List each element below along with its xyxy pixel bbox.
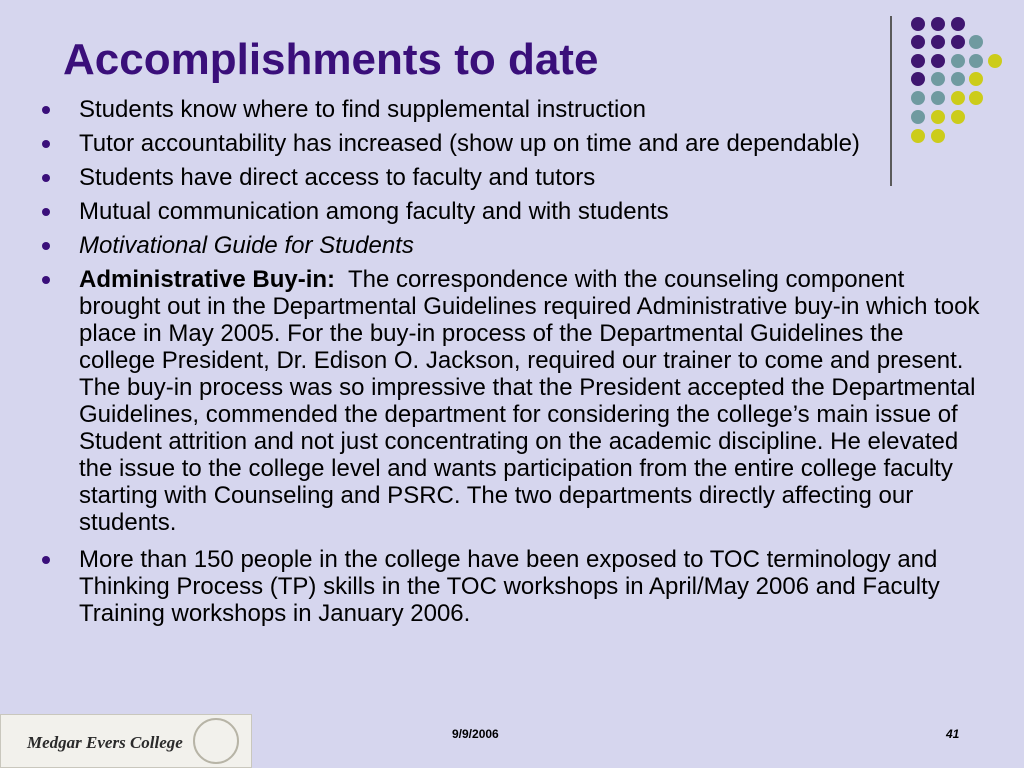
list-item: [40, 232, 980, 259]
bullet-text: Motivational Guide for Students: [79, 232, 414, 259]
decorative-dot: [911, 54, 925, 68]
footer-date: 9/9/2006: [452, 727, 499, 741]
bullet-icon: [42, 174, 50, 182]
bullet-text: Mutual communication among faculty and with students: [79, 198, 669, 225]
bullet-text: Tutor accountability has increased (show up on time and are dependable): [79, 130, 860, 157]
seal-icon: [193, 718, 239, 764]
bullet-list: [40, 96, 980, 637]
decorative-dot: [951, 17, 965, 31]
list-item: [40, 96, 980, 123]
decorative-dot: [951, 72, 965, 86]
decorative-dot: [969, 72, 983, 86]
list-item: [40, 546, 980, 627]
bullet-icon: [42, 106, 50, 114]
list-item: [40, 266, 980, 536]
bullet-icon: [42, 208, 50, 216]
logo-text: Medgar Evers College: [27, 733, 183, 752]
bullet-text: More than 150 people in the college have been exposed to TOC terminology and Thinking Process (TP) skills in the TOC workshops in April/May 2006 and Faculty Training workshops in January 2006.: [79, 546, 940, 627]
decorative-dot: [931, 72, 945, 86]
decorative-dot: [969, 54, 983, 68]
bullet-text: The correspondence with the counseling component brought out in the Departmental Guidelines required Administrative buy-in which took place in May 2005. For the buy-in process of the Departmental Guidelines the college President, Dr. Edison O. Jackson, required our trainer to come and present. The buy-in process was so impressive that the President accepted the Departmental Guidelines, commended the department for considering the college’s main issue of Student attrition and not just concentrating on the academic discipline. He elevated the issue to the college level and wants participation from the entire college faculty starting with Counseling and PSRC. The two departments directly affecting our students.: [79, 266, 980, 536]
college-logo: [0, 714, 252, 768]
decorative-dot: [951, 35, 965, 49]
decorative-dot: [911, 17, 925, 31]
decorative-dot: [931, 17, 945, 31]
decorative-dot: [931, 54, 945, 68]
list-item: [40, 198, 980, 225]
page-number: 41: [946, 727, 960, 741]
bullet-text: Students have direct access to faculty and tutors: [79, 164, 596, 191]
bullet-lead-text: Administrative Buy-in:: [79, 266, 336, 293]
decorative-dot: [911, 72, 925, 86]
list-item: [40, 130, 980, 157]
bullet-icon: [42, 556, 50, 564]
bullet-text: Students know where to find supplemental instruction: [79, 96, 646, 123]
bullet-icon: [42, 242, 50, 250]
bullet-icon: [42, 276, 50, 284]
decorative-dot: [951, 54, 965, 68]
decorative-dot: [931, 35, 945, 49]
decorative-dot: [911, 35, 925, 49]
bullet-icon: [42, 140, 50, 148]
decorative-dot: [988, 54, 1002, 68]
list-item: [40, 164, 980, 191]
decorative-dot: [969, 35, 983, 49]
slide-title: Accomplishments to date: [63, 35, 599, 84]
